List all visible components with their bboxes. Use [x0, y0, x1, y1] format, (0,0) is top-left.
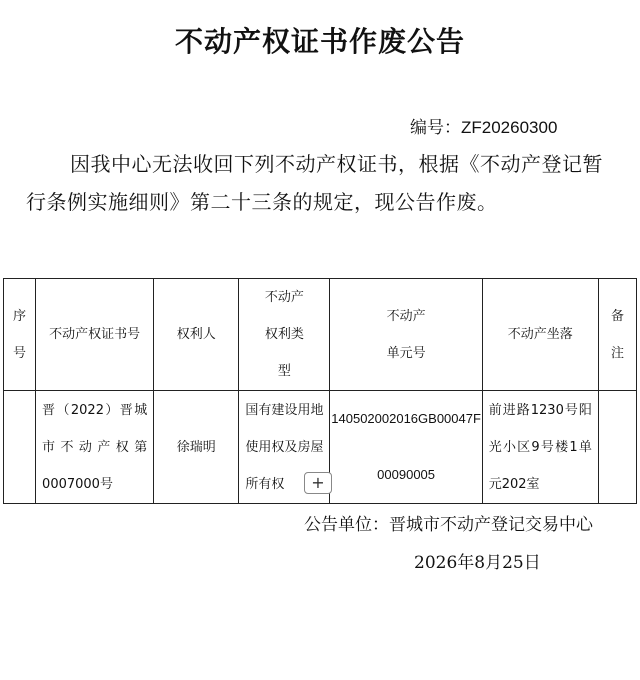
header-unit-no: 不动产单元号	[330, 279, 482, 391]
header-cert-no: 不动产权证书号	[36, 279, 154, 391]
page-title: 不动产权证书作废公告	[174, 25, 465, 58]
header-right-type: 不动产权利类型	[239, 279, 330, 391]
cell-holder[interactable]: 徐瑞明	[154, 391, 239, 504]
header-seq: 序号	[4, 279, 36, 391]
cell-remark[interactable]	[598, 391, 636, 504]
cell-location[interactable]: 前进路1230号阳光小区9号楼1单元202室	[482, 391, 598, 504]
table-header-row	[4, 279, 637, 391]
announcement-date: 2026年8月25日	[414, 553, 541, 573]
serial-value: ZF20260300	[461, 118, 558, 137]
announcement-paragraph: 因我中心无法收回下列不动产权证书，根据《不动产登记暂行条例实施细则》第二十三条的规定，现公告作废。	[26, 152, 603, 214]
cell-seq[interactable]	[4, 391, 36, 504]
serial-label: 编号：	[410, 118, 461, 138]
cell-cert-no[interactable]: 晋（2022）晋城市不动产权第0007000号	[36, 391, 154, 504]
cell-unit-no[interactable]: 140502002016GB00047F00090005	[330, 391, 482, 504]
header-holder: 权利人	[154, 279, 239, 391]
header-remark: 备注	[598, 279, 636, 391]
header-location: 不动产坐落	[482, 279, 598, 391]
certificate-table	[3, 278, 637, 504]
serial-number	[410, 113, 557, 138]
issuer-line: 公告单位：晋城市不动产登记交易中心	[304, 515, 593, 535]
cell-right-type[interactable]: 国有建设用地使用权及房屋所有权	[239, 391, 330, 504]
add-row-button[interactable]: +	[304, 472, 332, 494]
